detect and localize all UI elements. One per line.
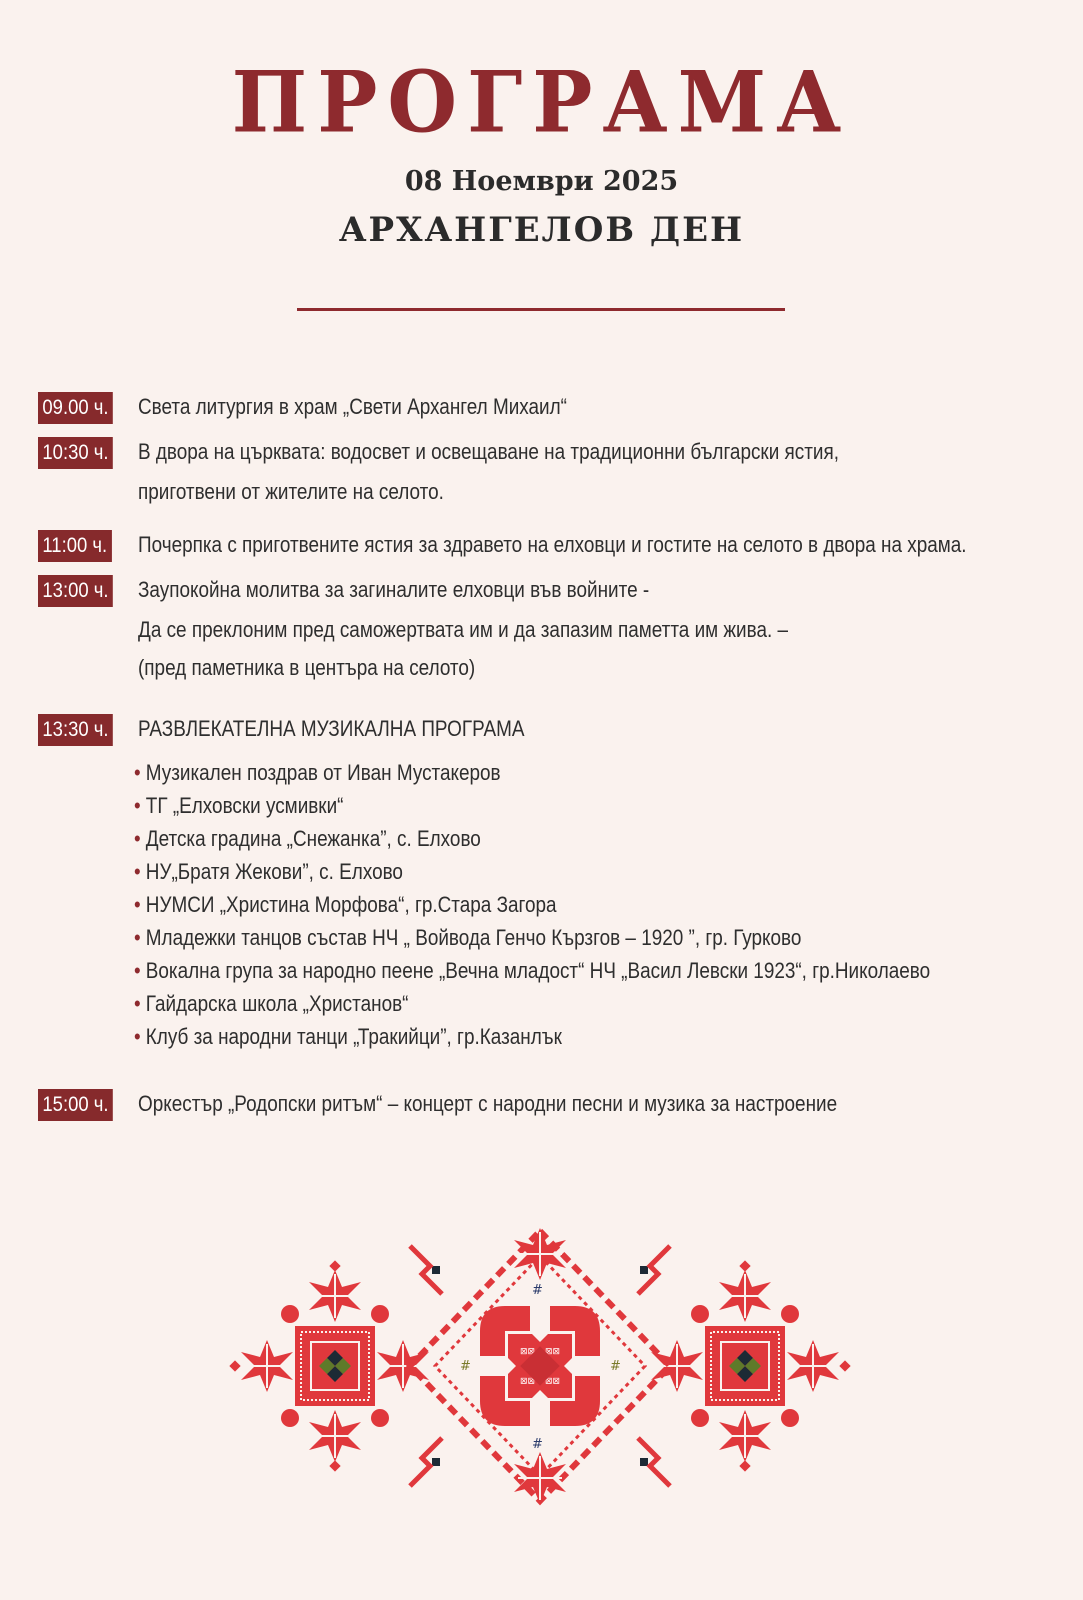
schedule-text: (пред паметника в центъра на селото) (138, 655, 476, 680)
bullet-icon: • (134, 925, 141, 950)
divider (297, 308, 785, 311)
bullet-icon: • (134, 1024, 141, 1049)
list-item: • НУМСИ „Христина Морфова“, гр.Стара Загора (134, 892, 557, 917)
bullet-icon: • (134, 958, 141, 983)
time-badge: 09.00 ч. (38, 392, 113, 424)
schedule-text: Заупокойна молитва за загиналите елховци във войните - (138, 577, 650, 602)
list-item: • Вокална група за народно пеене „Вечна младост“ НЧ „Васил Левски 1923“, гр.Николаево (134, 958, 931, 983)
bullet-icon: • (134, 793, 141, 818)
time-badge: 11:00 ч. (38, 530, 112, 562)
schedule-text: приготвени от жителите на селото. (138, 479, 444, 504)
schedule-text: В двора на църквата: водосвет и освещаване на традиционни български ястия, (138, 439, 839, 464)
bullet-icon: • (134, 859, 141, 884)
svg-text:#: # (610, 1359, 621, 1374)
schedule-text: Почерпка с приготвените ястия за здравето на елховци и гостите на селото в двора на храма. (138, 532, 967, 557)
schedule-text: Оркестър „Родопски ритъм“ – концерт с народни песни и музика за настроение (138, 1091, 838, 1116)
schedule-text: Да се преклоним пред саможертвата им и да запазим паметта им жива. – (138, 617, 789, 642)
page-title: ПРОГРАМА (231, 52, 852, 152)
time-badge: 13:00 ч. (38, 575, 113, 607)
list-item: • Младежки танцов състав НЧ „ Войвода Генчо Кързгов – 1920 ”, гр. Гурково (134, 925, 802, 950)
event-date: 08 Ноември 2025 (404, 166, 679, 197)
list-item: • Гайдарска школа „Христанов“ (134, 991, 409, 1016)
list-item: • Музикален поздрав от Иван Мустакеров (134, 760, 501, 785)
schedule-text: Света литургия в храм „Свети Архангел Михаил“ (138, 394, 567, 419)
time-badge: 10:30 ч. (38, 437, 113, 469)
list-item: • НУ„Братя Жекови”, с. Елхово (134, 859, 403, 884)
time-badge: 13:30 ч. (38, 714, 113, 746)
svg-text:#: # (532, 1283, 543, 1298)
bullet-icon: • (134, 760, 141, 785)
bullet-icon: • (134, 892, 141, 917)
bullet-icon: • (134, 991, 141, 1016)
list-item: • Клуб за народни танци „Тракийци”, гр.Казанлък (134, 1024, 562, 1049)
embroidery-ornament-icon: ⊠⊠ # # # # (250, 1228, 830, 1518)
time-badge: 15:00 ч. (38, 1089, 113, 1121)
bullet-icon: • (134, 826, 141, 851)
svg-text:#: # (532, 1437, 543, 1452)
list-item: • Детска градина „Снежанка”, с. Елхово (134, 826, 481, 851)
svg-text:#: # (460, 1359, 471, 1374)
holiday-name: АРХАНГЕЛОВ ДЕН (338, 210, 745, 250)
schedule-text: РАЗВЛЕКАТЕЛНА МУЗИКАЛНА ПРОГРАМА (138, 716, 525, 741)
list-item: • ТГ „Елховски усмивки“ (134, 793, 344, 818)
